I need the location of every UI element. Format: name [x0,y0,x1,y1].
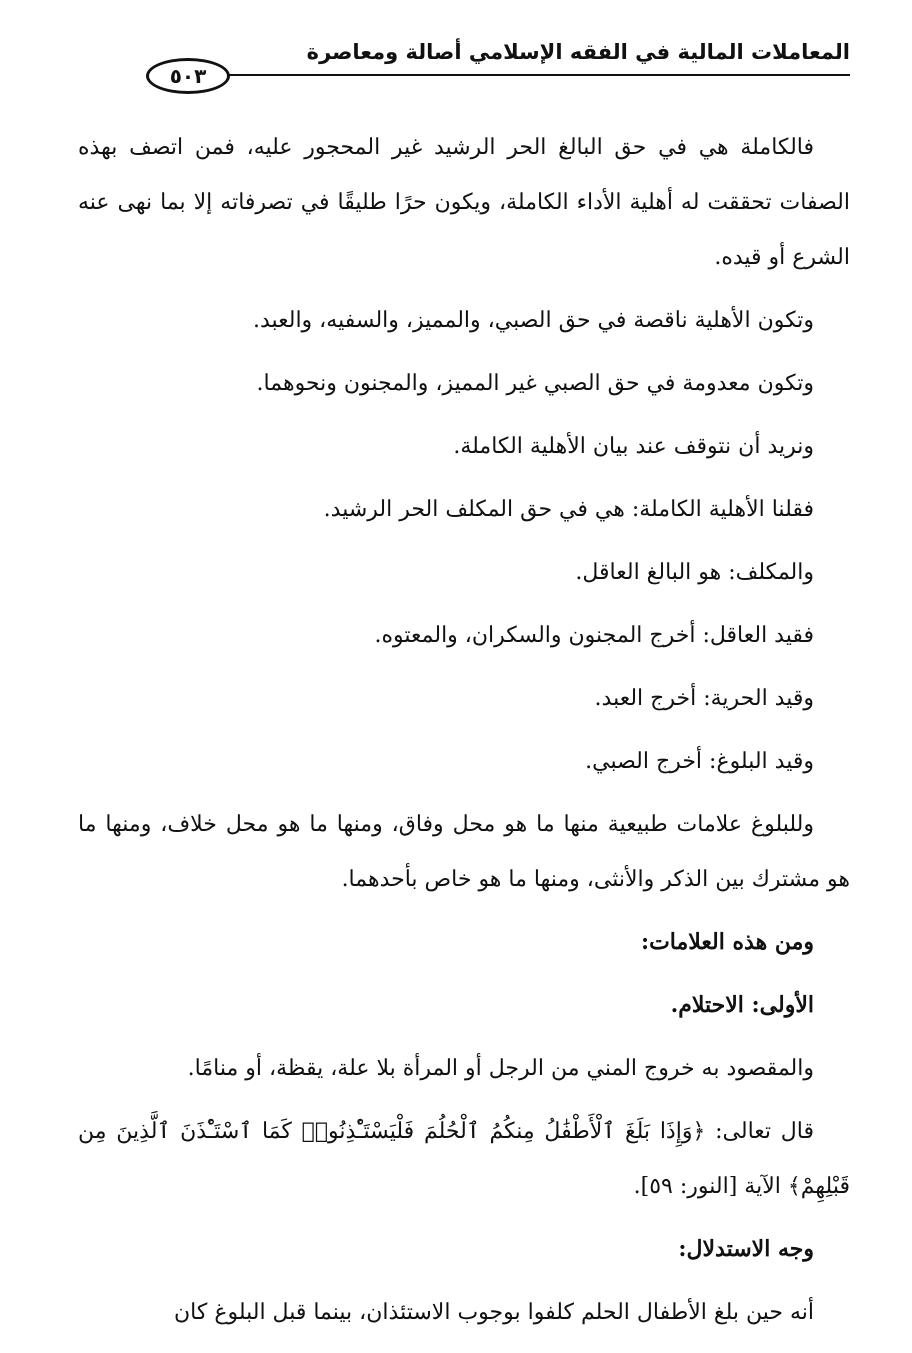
paragraph-8: وقيد الحرية: أخرج العبد. [594,686,814,711]
paragraph-3: وتكون معدومة في حق الصبي غير المميز، والمجنون ونحوهما. [256,371,814,396]
paragraph-1: فالكاملة هي في حق البالغ الحر الرشيد غير المحجور عليه، فمن اتصف بهذه الصفات تحققت له أهلية الأداء الكاملة، ويكون حرًا طليقًا في تصرفاته إلا بما نهى عنه الشرع أو قيده. [78,135,850,270]
page-number: ٥٠٣ [169,64,207,88]
section-heading-evidence: وجه الاستدلال: [678,1236,814,1262]
paragraph-9: وقيد البلوغ: أخرج الصبي. [585,749,814,774]
body-text [78,120,850,1348]
paragraph-6: والمكلف: هو البالغ العاقل. [575,560,814,585]
paragraph-7: فقيد العاقل: أخرج المجنون والسكران، والمعتوه. [374,623,814,648]
page-number-oval [146,58,230,94]
paragraph-5: فقلنا الأهلية الكاملة: هي في حق المكلف الحر الرشيد. [323,497,814,522]
paragraph-verse [78,1104,850,1214]
header-rule [148,74,850,76]
verse-intro: قال تعالى: [705,1119,814,1144]
section-heading-signs: ومن هذه العلامات: [640,929,814,955]
paragraph-13: والمقصود به خروج المني من الرجل أو المرأة بلا علة، يقظة، أو منامًا. [187,1056,814,1081]
quran-verse: ﴿وَإِذَا بَلَغَ ٱلْأَطْفَٰلُ مِنكُمُ ٱلْحُلُمَ فَلْيَسْتَـْٔذِنُوا۟ كَمَا ٱسْتَـْٔذَنَ ٱلَّذِينَ مِن قَبْلِهِمْ﴾ [78,1119,850,1199]
paragraph-10: وللبلوغ علامات طبيعية منها ما هو محل وفاق، ومنها ما هو محل خلاف، ومنها ما هو مشترك بين الذكر والأنثى، ومنها ما هو خاص بأحدهما. [78,812,850,892]
paragraph-16: أنه حين بلغ الأطفال الحلم كلفوا بوجوب الاستئذان، بينما قبل البلوغ كان [174,1300,814,1325]
verse-reference: الآية [النور: ٥٩]. [633,1174,788,1199]
running-title: المعاملات المالية في الفقه الإسلامي أصالة ومعاصرة [306,40,850,64]
paragraph-2: وتكون الأهلية ناقصة في حق الصبي، والمميز، والسفيه، والعبد. [252,308,814,333]
paragraph-4: ونريد أن نتوقف عند بيان الأهلية الكاملة. [453,434,814,459]
page-header [78,28,850,98]
section-heading-first: الأولى: الاحتلام. [670,992,814,1018]
